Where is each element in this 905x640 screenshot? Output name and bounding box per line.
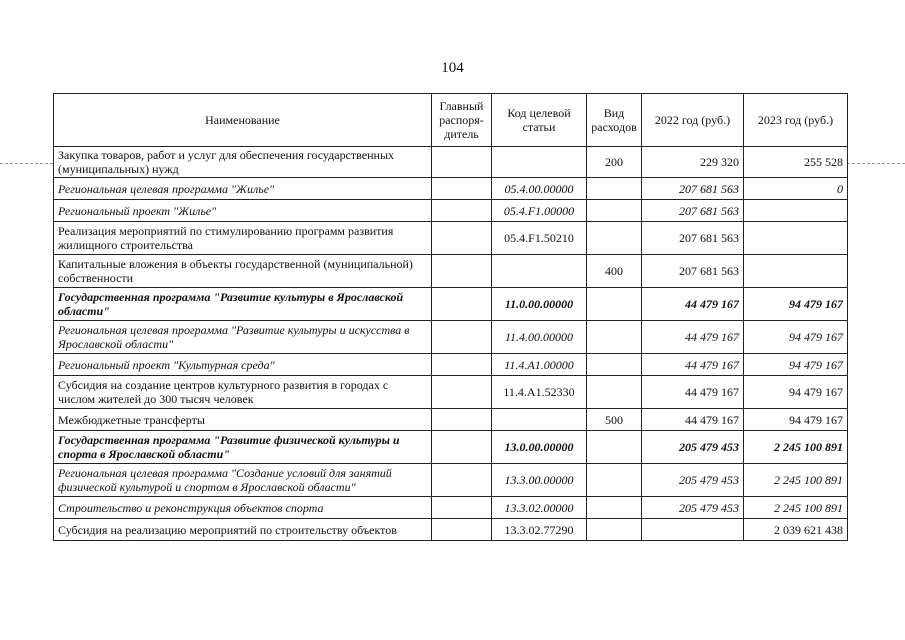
cell-name: Капитальные вложения в объекты государственной (муниципальной) собственности: [54, 255, 432, 288]
table-row: [54, 519, 848, 541]
cell-manager: [432, 409, 492, 431]
table-row: [54, 178, 848, 200]
cell-code: 13.3.02.00000: [492, 497, 587, 519]
cell-code: 11.0.00.00000: [492, 288, 587, 321]
cell-2022: 44 479 167: [642, 354, 744, 376]
header-name: Наименование: [54, 94, 432, 147]
cell-2023: [744, 222, 848, 255]
cell-2022: 205 479 453: [642, 431, 744, 464]
cell-code: 05.4.00.00000: [492, 178, 587, 200]
cell-code: 11.4.00.00000: [492, 321, 587, 354]
cell-2022: 207 681 563: [642, 255, 744, 288]
cell-code: [492, 255, 587, 288]
table-body: [54, 147, 848, 541]
scan-artifact-line-left: [0, 163, 53, 164]
cell-2023: 94 479 167: [744, 409, 848, 431]
cell-2022: 229 320: [642, 147, 744, 178]
cell-manager: [432, 497, 492, 519]
table-row: [54, 222, 848, 255]
cell-type: [587, 519, 642, 541]
cell-2023: 94 479 167: [744, 376, 848, 409]
cell-type: [587, 222, 642, 255]
cell-type: [587, 321, 642, 354]
cell-manager: [432, 431, 492, 464]
table-row: [54, 497, 848, 519]
cell-2023: 2 039 621 438: [744, 519, 848, 541]
cell-manager: [432, 354, 492, 376]
table-row: [54, 354, 848, 376]
cell-code: 13.3.00.00000: [492, 464, 587, 497]
cell-2022: 44 479 167: [642, 409, 744, 431]
header-2023: 2023 год (руб.): [744, 94, 848, 147]
cell-2023: 94 479 167: [744, 321, 848, 354]
cell-type: [587, 464, 642, 497]
cell-type: [587, 431, 642, 464]
cell-code: 05.4.F1.00000: [492, 200, 587, 222]
cell-2023: 94 479 167: [744, 288, 848, 321]
cell-type: 200: [587, 147, 642, 178]
cell-type: [587, 376, 642, 409]
cell-2022: [642, 519, 744, 541]
cell-code: [492, 409, 587, 431]
cell-2022: 207 681 563: [642, 222, 744, 255]
cell-name: Государственная программа "Развитие физической культуры и спорта в Ярославской области": [54, 431, 432, 464]
table-row: [54, 288, 848, 321]
cell-type: [587, 497, 642, 519]
cell-manager: [432, 178, 492, 200]
cell-name: Государственная программа "Развитие культуры в Ярославской области": [54, 288, 432, 321]
header-code: Код целевой статьи: [492, 94, 587, 147]
header-2022: 2022 год (руб.): [642, 94, 744, 147]
cell-name: Закупка товаров, работ и услуг для обеспечения государственных (муниципальных) нужд: [54, 147, 432, 178]
table-row: [54, 255, 848, 288]
cell-manager: [432, 321, 492, 354]
cell-code: 13.0.00.00000: [492, 431, 587, 464]
cell-type: [587, 354, 642, 376]
cell-manager: [432, 288, 492, 321]
cell-2023: 2 245 100 891: [744, 497, 848, 519]
cell-manager: [432, 147, 492, 178]
table-row: [54, 464, 848, 497]
table-row: [54, 409, 848, 431]
cell-name: Строительство и реконструкция объектов спорта: [54, 497, 432, 519]
cell-manager: [432, 255, 492, 288]
cell-2022: 205 479 453: [642, 464, 744, 497]
cell-2023: [744, 255, 848, 288]
cell-2023: 2 245 100 891: [744, 464, 848, 497]
cell-type: [587, 200, 642, 222]
cell-2023: 255 528: [744, 147, 848, 178]
cell-type: 500: [587, 409, 642, 431]
cell-name: Региональная целевая программа "Жилье": [54, 178, 432, 200]
cell-2023: 0: [744, 178, 848, 200]
cell-type: 400: [587, 255, 642, 288]
budget-table: [53, 93, 848, 541]
cell-name: Региональная целевая программа "Создание условий для занятий физической культурой и спортом в Ярославской области": [54, 464, 432, 497]
cell-name: Межбюджетные трансферты: [54, 409, 432, 431]
cell-2022: 44 479 167: [642, 288, 744, 321]
cell-2023: 2 245 100 891: [744, 431, 848, 464]
cell-code: 11.4.A1.00000: [492, 354, 587, 376]
table-row: [54, 321, 848, 354]
cell-code: [492, 147, 587, 178]
cell-manager: [432, 464, 492, 497]
cell-name: Реализация мероприятий по стимулированию программ развития жилищного строительства: [54, 222, 432, 255]
header-manager: Главный распоря-дитель: [432, 94, 492, 147]
table-row: [54, 200, 848, 222]
cell-2023: 94 479 167: [744, 354, 848, 376]
cell-2022: 207 681 563: [642, 178, 744, 200]
cell-name: Региональная целевая программа "Развитие культуры и искусства в Ярославской области": [54, 321, 432, 354]
cell-type: [587, 288, 642, 321]
cell-code: 11.4.A1.52330: [492, 376, 587, 409]
cell-manager: [432, 200, 492, 222]
table-row: [54, 147, 848, 178]
cell-name: Субсидия на создание центров культурного развития в городах с числом жителей до 300 тысяч человек: [54, 376, 432, 409]
cell-2022: 44 479 167: [642, 321, 744, 354]
cell-name: Региональный проект "Культурная среда": [54, 354, 432, 376]
table-row: [54, 376, 848, 409]
cell-2022: 205 479 453: [642, 497, 744, 519]
cell-manager: [432, 376, 492, 409]
cell-2022: 44 479 167: [642, 376, 744, 409]
table-header-row: [54, 94, 848, 147]
cell-code: 13.3.02.77290: [492, 519, 587, 541]
page-number: 104: [441, 60, 464, 76]
cell-2023: [744, 200, 848, 222]
cell-manager: [432, 519, 492, 541]
scan-artifact-line-right: [847, 163, 905, 164]
cell-manager: [432, 222, 492, 255]
cell-code: 05.4.F1.50210: [492, 222, 587, 255]
cell-name: Региональный проект "Жилье": [54, 200, 432, 222]
header-type: Вид расходов: [587, 94, 642, 147]
cell-type: [587, 178, 642, 200]
cell-2022: 207 681 563: [642, 200, 744, 222]
cell-name: Субсидия на реализацию мероприятий по строительству объектов: [54, 519, 432, 541]
table-row: [54, 431, 848, 464]
